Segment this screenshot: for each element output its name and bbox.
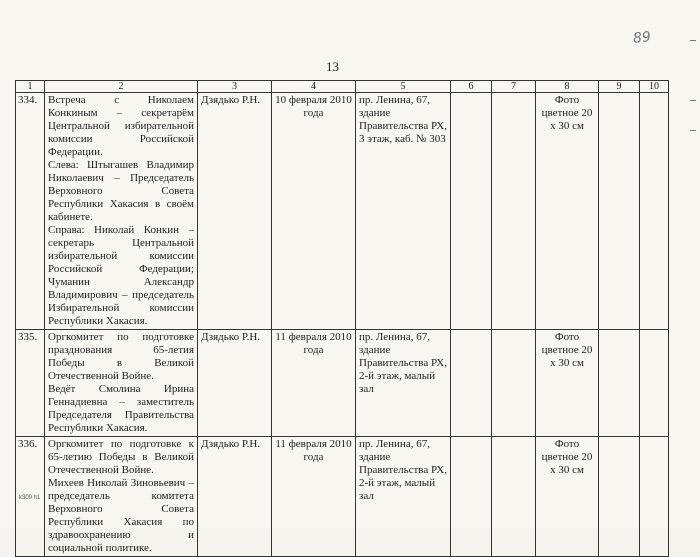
empty-cell	[492, 330, 536, 437]
col-header: 4	[272, 81, 356, 93]
item-format: Фото цветное 20 х 30 см	[536, 93, 599, 330]
item-description	[45, 330, 198, 437]
item-date: 11 февраля 2010 года	[272, 330, 356, 437]
empty-cell	[599, 93, 640, 330]
item-format: Фото цветное 20 х 30 см	[536, 330, 599, 437]
item-author: Дзядько Р.Н.	[198, 437, 272, 557]
description-paragraph: Михеев Николай Зиновьевич – председатель комитета Верховного Совета Республики Хакасия по здравоохранению и социальной политике.	[48, 477, 194, 554]
edge-mark	[690, 40, 696, 41]
col-header: 2	[45, 81, 198, 93]
item-number: 334.	[16, 93, 45, 330]
edge-mark	[690, 100, 696, 101]
col-header: 8	[536, 81, 599, 93]
empty-cell	[451, 93, 492, 330]
item-location: пр. Ленина, 67, здание Правительства РХ, 3 этаж, каб. № 303	[356, 93, 451, 330]
handwritten-sheet-number: 89	[632, 29, 652, 47]
col-header: 9	[599, 81, 640, 93]
empty-cell	[640, 330, 669, 437]
description-paragraph: Ведёт Смолина Ирина Геннадиевна – заместитель Председателя Правительства Республики Хакасия.	[48, 383, 194, 434]
item-author: Дзядько Р.Н.	[198, 93, 272, 330]
description-paragraph: Слева: Штыгашев Владимир Николаевич – Председатель Верховного Совета Республики Хакасия в своём кабинете.	[48, 159, 194, 223]
item-format: Фото цветное 20 х 30 см	[536, 437, 599, 557]
item-location: пр. Ленина, 67, здание Правительства РХ, 2-й этаж, малый зал	[356, 330, 451, 437]
item-number: 335.	[16, 330, 45, 437]
empty-cell	[599, 330, 640, 437]
item-date: 10 февраля 2010 года	[272, 93, 356, 330]
col-header: 3	[198, 81, 272, 93]
col-header: 10	[640, 81, 669, 93]
table-row	[16, 330, 669, 437]
description-paragraph: Справа: Николай Конкин – секретарь Центральной избирательной комиссии Российской Федерации; Чуманин Александр Владимирович – председатель Избирательной комиссии Республики Хакасия.	[48, 224, 194, 327]
item-location: пр. Ленина, 67, здание Правительства РХ, 2-й этаж, малый зал	[356, 437, 451, 557]
table-row	[16, 437, 669, 557]
item-author: Дзядько Р.Н.	[198, 330, 272, 437]
col-header: 6	[451, 81, 492, 93]
empty-cell	[492, 93, 536, 330]
col-header: 5	[356, 81, 451, 93]
empty-cell	[451, 330, 492, 437]
edge-mark	[690, 130, 696, 131]
empty-cell	[599, 437, 640, 557]
col-header: 7	[492, 81, 536, 93]
item-number: 336.	[16, 437, 45, 557]
empty-cell	[640, 437, 669, 557]
description-paragraph: Оргкомитет по подготовке празднования 65-летия Победы в Великой Отечественной Войне.	[48, 331, 194, 382]
register-table	[15, 80, 669, 557]
column-number-row	[16, 81, 669, 93]
description-paragraph: Оргкомитет по подготовке к 65-летию Победы в Великой Отечественной Войне.	[48, 438, 194, 476]
empty-cell	[640, 93, 669, 330]
item-date: 11 февраля 2010 года	[272, 437, 356, 557]
empty-cell	[451, 437, 492, 557]
page-number: 13	[326, 59, 339, 74]
footer-code: k309 h1	[19, 495, 41, 501]
description-paragraph: Встреча с Николаем Конкиным – секретарём Центральной избирательной комиссии Российской Федерации.	[48, 94, 194, 158]
empty-cell	[492, 437, 536, 557]
table-row	[16, 93, 669, 330]
item-description	[45, 93, 198, 330]
col-header: 1	[16, 81, 45, 93]
item-description	[45, 437, 198, 557]
